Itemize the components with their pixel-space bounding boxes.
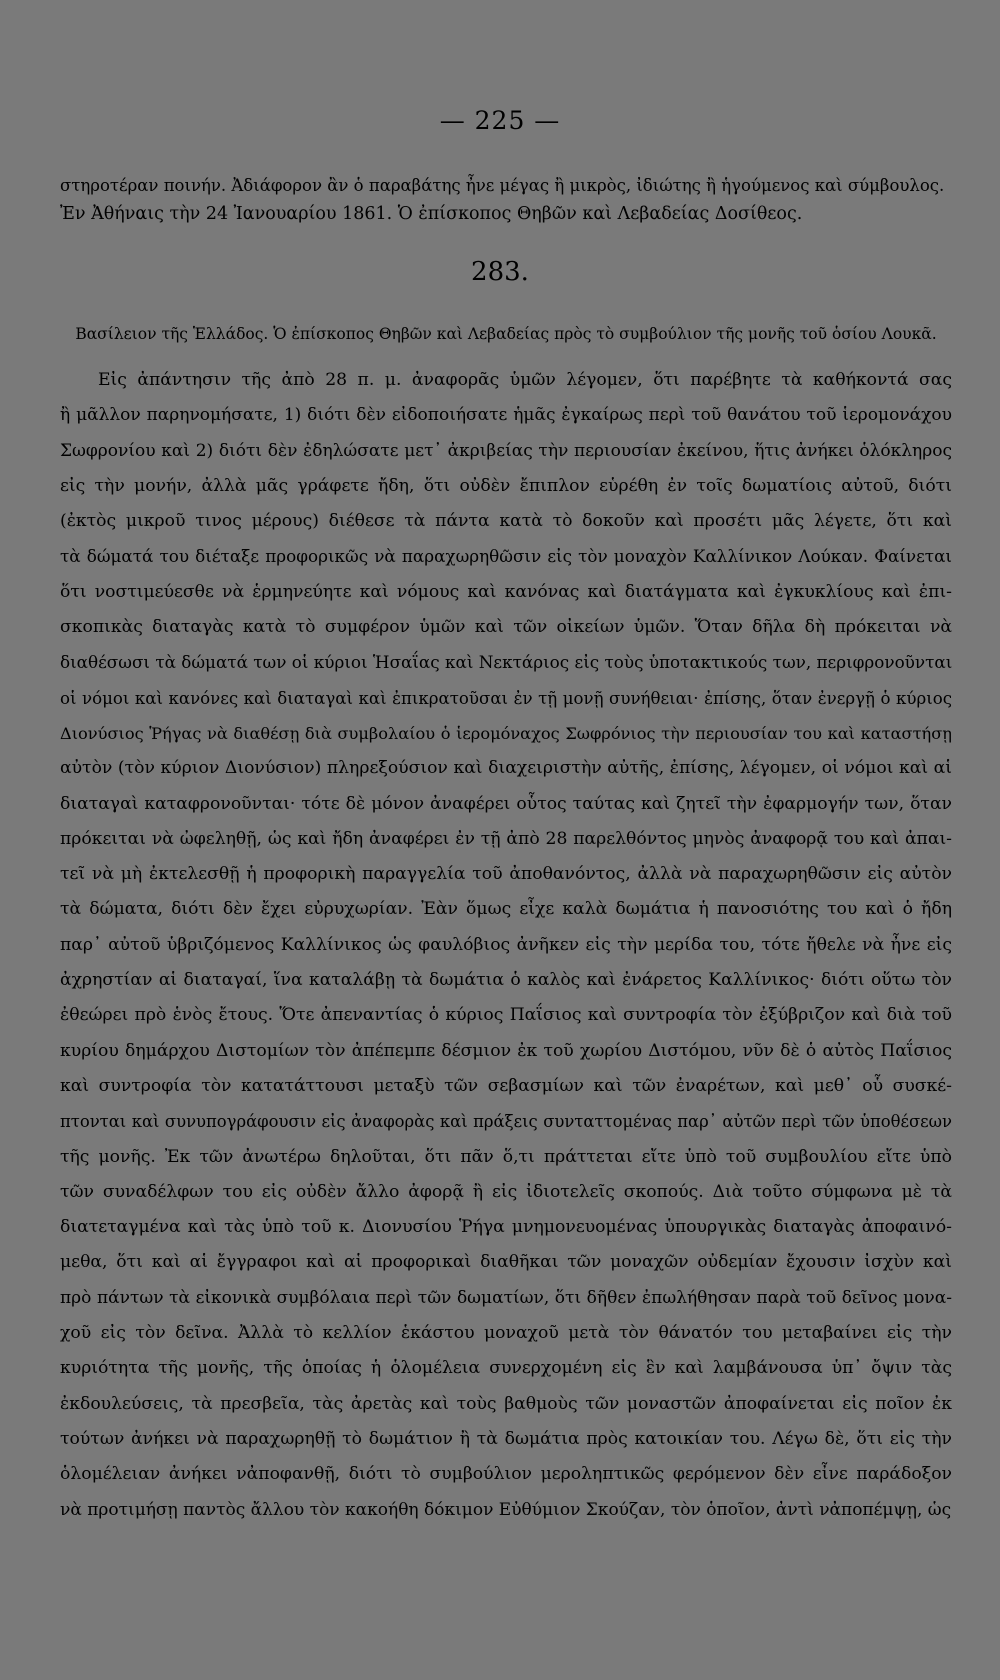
text-line: ἐκδουλεύσεις, τὰ πρεσβεῖα, τὰς ἀρετὰς καὶ τοὺς βαθμοὺς τῶν μοναστῶν ἀποφαίνεται εἰς ποῖον ἐκ: [60, 1393, 952, 1414]
text-line: στηροτέραν ποινήν. Ἀδιάφορον ἂν ὁ παραβάτης ἦνε μέγας ἢ μικρὸς, ἰδιώτης ἢ ἡγούμενος καὶ σύμβουλος.: [60, 176, 945, 195]
text-line: νὰ προτιμήσῃ παντὸς ἄλλου τὸν κακοήθη δόκιμον Εὐθύμιον Σκούζαν, τὸν ὁποῖον, ἀντὶ νἀποπέμψῃ, ὡς: [60, 1499, 952, 1520]
text-line: εἰς τὴν μονήν, ἀλλὰ μᾶς γράφετε ἤδη, ὅτι οὐδὲν ἔπιπλον εὑρέθη ἐν τοῖς δωματίοις αὐτοῦ, διότι: [60, 475, 952, 496]
text-line: ἢ μᾶλλον παρηνομήσατε, 1) διότι δὲν εἰδοποιήσατε ἡμᾶς ἐγκαίρως περὶ τοῦ θανάτου τοῦ ἱερομονάχου: [60, 405, 952, 426]
text-line: κυρίου δημάρχου Διστομίων τὸν ἀπέπεμπε δέσμιον ἐκ τοῦ χωρίου Διστόμου, νῦν δὲ ὁ αὐτὸς Παΐσιος: [60, 1040, 952, 1061]
text-line: ὅτι νοστιμεύεσθε νὰ ἑρμηνεύητε καὶ νόμους καὶ κανόνας καὶ διατάγματα καὶ ἐγκυκλίους καὶ ἐπι-: [60, 581, 952, 602]
text-line: οἱ νόμοι καὶ κανόνες καὶ διαταγαὶ καὶ ἐπικρατοῦσαι ἐν τῇ μονῇ συνήθειαι· ἐπίσης, ὅταν ἐνεργῇ ὁ κύριος: [60, 688, 952, 708]
text-line: τὰ δώματα, διότι δὲν ἔχει εὐρυχωρίαν. Ἐὰν ὅμως εἶχε καλὰ δωμάτια ἡ πανοσιότης του καὶ ὁ ἤδη: [60, 899, 952, 920]
text-line: καὶ συντροφία τὸν κατατάττουσι μεταξὺ τῶν σεβασμίων καὶ τῶν ἐναρέτων, καὶ μεθ᾽ οὗ συσκέ-: [60, 1075, 952, 1096]
text-line: Εἰς ἀπάντησιν τῆς ἀπὸ 28 π. μ. ἀναφορᾶς ὑμῶν λέγομεν, ὅτι παρέβητε τὰ καθήκοντά σας: [98, 370, 952, 390]
text-line: διαθέσωσι τὰ δώματά των οἱ κύριοι Ἡσαΐας καὶ Νεκτάριος εἰς τοὺς ὑποτακτικούς των, περιφρονοῦνται: [60, 652, 952, 673]
text-line: χοῦ εἰς τὸν δεῖνα. Ἀλλὰ τὸ κελλίον ἑκάστου μοναχοῦ μετὰ τὸν θάνατόν του μεταβαίνει εἰς τὴν: [60, 1323, 952, 1344]
previous-document-ending: [60, 172, 952, 228]
text-line: τεῖ νὰ μὴ ἐκτελεσθῇ ἡ προφορικὴ παραγγελία τοῦ ἀποθανόντος, ἀλλὰ νὰ παραχωρηθῶσιν εἰς αὐτὸν: [60, 864, 952, 885]
text-line: κυριότητα τῆς μονῆς, τῆς ὁποίας ἡ ὁλομέλεια συνερχομένη εἰς ἓν καὶ λαμβάνουσα ὑπ᾽ ὄψιν τὰς: [60, 1358, 952, 1379]
text-line: τὰ δώματά του διέταξε προφορικῶς νὰ παραχωρηθῶσιν εἰς τὸν μοναχὸν Καλλίνικον Λούκαν. Φαίνεται: [60, 546, 952, 567]
text-line: Σωφρονίου καὶ 2) διότι δὲν ἐδηλώσατε μετ᾽ ἀκριβείας τὴν περιουσίαν ἐκείνου, ἥτις ἀνήκει ὁλόκληρος: [60, 440, 952, 461]
text-line: ὁλομέλειαν ἀνήκει νἀποφανθῇ, διότι τὸ συμβούλιον μεροληπτικῶς φερόμενον δὲν εἶνε παράδοξον: [60, 1464, 952, 1485]
text-line: σκοπικὰς διαταγὰς κατὰ τὸ συμφέρον ὑμῶν καὶ τῶν οἰκείων ὑμῶν. Ὅταν δῆλα δὴ πρόκειται νὰ: [60, 617, 952, 638]
text-line: ἀχρηστίαν αἱ διαταγαί, ἵνα καταλάβῃ τὰ δωμάτια ὁ καλὸς καὶ ἐνάρετος Καλλίνικος· διότι οὕτω τὸν: [60, 970, 952, 991]
text-line: τούτων ἀνήκει νὰ παραχωρηθῇ τὸ δωμάτιον ἢ τὰ δωμάτια πρὸς κατοικίαν του. Λέγω δὲ, ὅτι εἰς τὴν: [60, 1428, 952, 1449]
text-line: παρ᾽ αὐτοῦ ὑβριζόμενος Καλλίνικος ὡς φαυλόβιος ἀνῆκεν εἰς τὴν μερίδα του, τότε ἤθελε νὰ ἦνε εἰς: [60, 934, 952, 955]
text-line: Ἐν Ἀθήναις τὴν 24 Ἰανουαρίου 1861. Ὁ ἐπίσκοπος Θηβῶν καὶ Λεβαδείας Δοσίθεος.: [60, 204, 803, 224]
text-line: μεθα, ὅτι καὶ αἱ ἔγγραφοι καὶ αἱ προφορικαὶ διαθῆκαι τῶν μοναχῶν οὐδεμίαν ἔχουσιν ἰσχὺν καὶ: [60, 1252, 952, 1273]
text-line: διατεταγμένα καὶ τὰς ὑπὸ τοῦ κ. Διονυσίου Ῥήγα μνημονευομένας ὑπουργικὰς διαταγὰς ἀποφαινό-: [60, 1217, 952, 1238]
text-line: τῆς μονῆς. Ἐκ τῶν ἀνωτέρω δηλοῦται, ὅτι πᾶν ὅ,τι πράττεται εἴτε ὑπὸ τοῦ συμβουλίου εἴτε ὑπὸ: [60, 1146, 952, 1167]
text-line: ἐθεώρει πρὸ ἑνὸς ἔτους. Ὅτε ἀπεναντίας ὁ κύριος Παΐσιος καὶ συντροφία τὸν ἐξύβριζον καὶ διὰ τοῦ: [60, 1005, 952, 1026]
text-line: διαταγαὶ καταφρονοῦνται· τότε δὲ μόνον ἀναφέρει οὗτος ταύτας καὶ ζητεῖ τὴν ἐφαρμογήν των, ὅταν: [60, 793, 952, 814]
text-line: πρόκειται νὰ ὠφεληθῇ, ὡς καὶ ἤδη ἀναφέρει ἐν τῇ ἀπὸ 28 παρελθόντος μηνὸς ἀναφορᾷ του καὶ ἀπαι-: [60, 828, 952, 849]
document-number: 283.: [471, 257, 529, 287]
document-body: [60, 363, 952, 1528]
text-line: τῶν συναδέλφων του εἰς οὐδὲν ἄλλο ἀφορᾷ ἢ εἰς ἰδιοτελεῖς σκοπούς. Διὰ τοῦτο σύμφωνα μὲ τὰ: [60, 1181, 952, 1202]
text-line: (ἐκτὸς μικροῦ τινος μέρους) διέθεσε τὰ πάντα κατὰ τὸ δοκοῦν καὶ προσέτι μᾶς λέγετε, ὅτι καὶ: [60, 511, 952, 532]
text-line: αὐτὸν (τὸν κύριον Διονύσιον) πληρεξούσιον καὶ διαχειριστὴν αὐτῆς, ἐπίσης, λέγομεν, οἱ νόμοι καὶ αἱ: [60, 758, 952, 779]
text-line: Διονύσιος Ῥήγας νὰ διαθέσῃ διὰ συμβολαίου ὁ ἱερομόναχος Σωφρόνιος τὴν περιουσίαν του καὶ καταστήσῃ: [60, 723, 952, 743]
text-line: πτονται καὶ συνυπογράφουσιν εἰς ἀναφορὰς καὶ πράξεις συνταττομένας παρ᾽ αὐτῶν περὶ τῶν ὑποθέσεων: [60, 1112, 952, 1132]
page-number: — 225 —: [439, 106, 561, 135]
document-heading: Βασίλειον τῆς Ἑλλάδος. Ὁ ἐπίσκοπος Θηβῶν καὶ Λεβαδείας πρὸς τὸ συμβούλιον τῆς μονῆς τοῦ ὁσίου Λουκᾶ.: [75, 325, 937, 343]
text-line: πρὸ πάντων τὰ εἰκονικὰ συμβόλαια περὶ τῶν δωματίων, ὅτι δῆθεν ἐπωλήθησαν παρὰ τοῦ δεῖνος μονα-: [60, 1287, 952, 1308]
